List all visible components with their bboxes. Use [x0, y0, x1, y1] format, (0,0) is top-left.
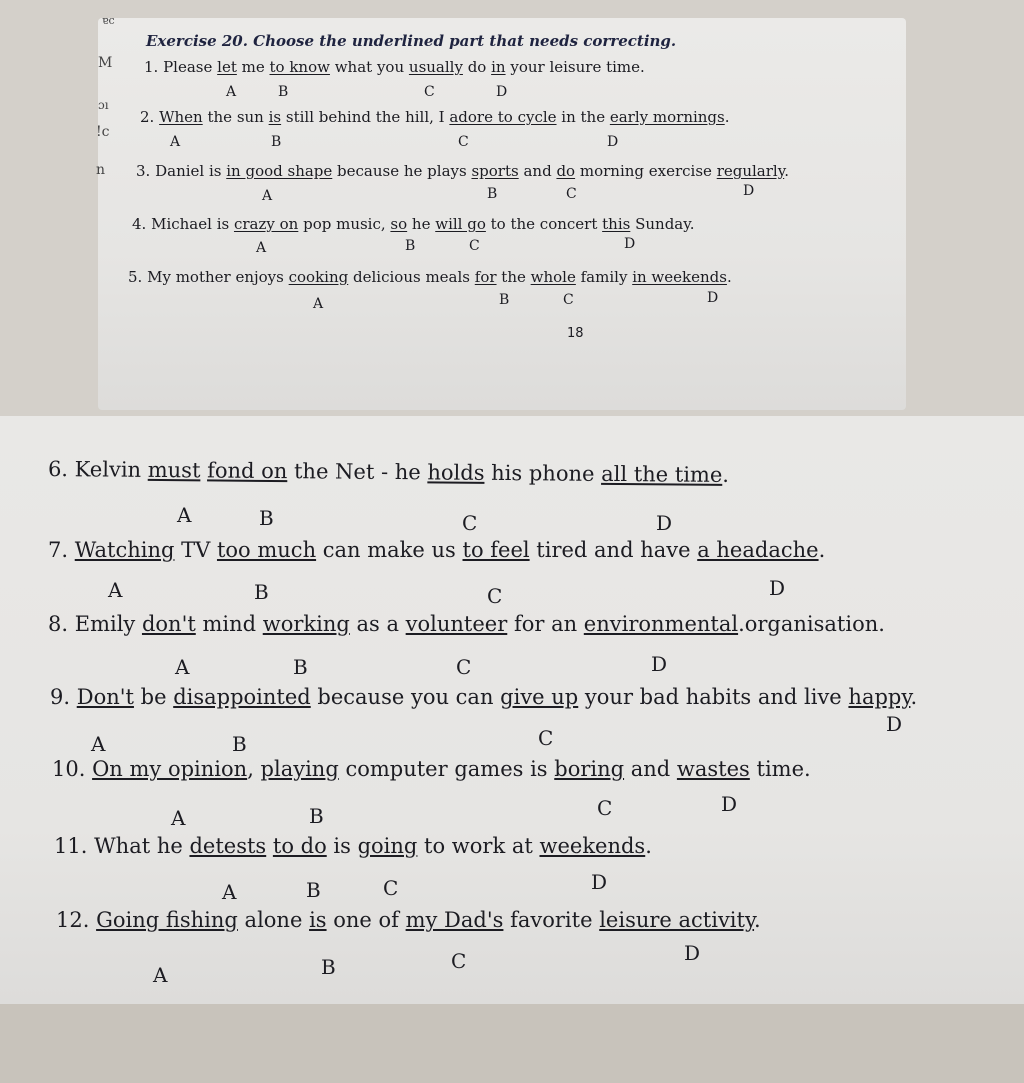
option-d-text: regularly	[716, 162, 785, 180]
option-label-b: B	[232, 732, 247, 756]
option-b-text: is	[268, 108, 282, 126]
option-label-c: C	[451, 949, 467, 973]
margin-fragment: ɔı	[98, 98, 109, 112]
option-label-d: D	[721, 792, 738, 816]
option-a-text: On my opinion	[92, 757, 248, 781]
option-label-d: D	[496, 84, 508, 100]
question-6: 6. Kelvin must fond on the Net - he holds his phone all the time.	[47, 457, 730, 487]
option-d-text: early mornings	[609, 108, 725, 126]
option-label-c: C	[458, 134, 469, 150]
option-b-text: for	[474, 268, 497, 286]
option-label-a: A	[226, 84, 237, 100]
question-11: 11. What he detests to do is going to work at weekends.	[54, 834, 652, 858]
option-label-b: B	[259, 506, 274, 530]
option-label-d: D	[743, 183, 755, 199]
option-label-c: C	[424, 84, 435, 100]
option-d-text: this	[602, 215, 631, 233]
option-d-text: in	[491, 58, 506, 76]
option-c-text: my Dad's	[405, 908, 504, 932]
option-b-text: playing	[260, 757, 339, 781]
option-d-text: environmental	[583, 612, 739, 636]
option-a-text: in good shape	[226, 162, 333, 180]
option-c-text: will go	[435, 215, 486, 233]
option-label-d: D	[769, 576, 786, 600]
question-1: 1. Please let me to know what you usually do in your leisure time.	[144, 58, 645, 76]
option-b-text: working	[262, 612, 350, 636]
option-label-a: A	[170, 134, 181, 150]
question-2: 2. When the sun is still behind the hill, I adore to cycle in the early mornings.	[140, 108, 730, 126]
option-label-b: B	[321, 955, 336, 979]
question-5: 5. My mother enjoys cooking delicious meals for the whole family in weekends.	[128, 268, 732, 286]
option-label-c: C	[456, 655, 472, 679]
option-label-a: A	[313, 296, 324, 312]
option-b-text: is	[309, 908, 327, 932]
exercise-title: Exercise 20. Choose the underlined part that needs correcting.	[146, 32, 677, 50]
option-label-c: C	[597, 796, 613, 820]
option-label-d: D	[707, 290, 719, 306]
option-label-b: B	[487, 186, 498, 202]
option-d-text: a headache	[697, 538, 819, 562]
option-label-a: A	[175, 655, 190, 679]
option-label-c: C	[563, 292, 574, 308]
option-label-d: D	[591, 870, 608, 894]
option-label-c: C	[487, 584, 503, 608]
question-9: 9. Don't be disappointed because you can give up your bad habits and live happy.	[50, 685, 918, 709]
option-label-b: B	[254, 580, 269, 604]
option-label-a: A	[256, 240, 267, 256]
option-label-b: B	[309, 804, 324, 828]
option-label-a: A	[91, 732, 106, 756]
option-label-d: D	[656, 511, 673, 535]
option-c-text: give up	[500, 685, 579, 709]
option-a-text: crazy on	[233, 215, 299, 233]
option-label-d: D	[886, 712, 903, 736]
question-10: 10. On my opinion, playing computer games is boring and wastes time.	[52, 757, 811, 781]
option-b-text: fond on	[207, 458, 288, 484]
question-4: 4. Michael is crazy on pop music, so he will go to the concert this Sunday.	[132, 215, 695, 233]
option-a-text: When	[159, 108, 203, 126]
margin-fragment: ɐc	[102, 14, 115, 27]
option-d-text: happy	[848, 685, 911, 709]
option-label-c: C	[469, 238, 480, 254]
option-c-text: boring	[554, 757, 625, 781]
option-c-text: volunteer	[405, 612, 508, 636]
option-b-text: sports	[471, 162, 519, 180]
option-b-text: so	[390, 215, 408, 233]
option-c-text: holds	[427, 460, 485, 485]
option-label-a: A	[153, 963, 168, 987]
option-b-text: too much	[216, 538, 317, 562]
option-a-text: cooking	[288, 268, 349, 286]
option-a-text: let	[217, 58, 237, 76]
option-label-a: A	[171, 806, 186, 830]
option-label-d: D	[651, 652, 668, 676]
background	[0, 1004, 1024, 1083]
option-b-text: disappointed	[173, 685, 311, 709]
option-d-text: all the time	[601, 461, 723, 487]
question-7: 7. Watching TV too much can make us to feel tired and have a headache.	[48, 538, 826, 562]
margin-fragment: n	[96, 162, 106, 178]
option-a-text: Watching	[74, 538, 175, 562]
option-label-b: B	[293, 655, 308, 679]
margin-fragment: !c	[96, 124, 110, 140]
option-d-text: wastes	[676, 757, 750, 781]
option-b-text: to do	[272, 834, 327, 858]
option-label-a: A	[222, 880, 237, 904]
option-label-c: C	[462, 511, 478, 535]
option-label-a: A	[177, 503, 192, 527]
option-c-text: do	[556, 162, 576, 180]
option-label-b: B	[278, 84, 289, 100]
option-label-b: B	[405, 238, 416, 254]
option-c-text: usually	[408, 58, 463, 76]
option-label-c: C	[566, 186, 577, 202]
option-a-text: Don't	[76, 685, 134, 709]
option-d-text: weekends	[539, 834, 646, 858]
option-label-c: C	[383, 876, 399, 900]
option-c-text: adore to cycle	[449, 108, 557, 126]
top-worksheet-page	[98, 18, 906, 410]
page-number: 18	[567, 326, 584, 341]
option-label-a: A	[262, 188, 273, 204]
option-a-text: Going fishing	[96, 908, 238, 932]
question-8: 8. Emily don't mind working as a volunteer for an environmental.organisation.	[48, 612, 885, 636]
question-3: 3. Daniel is in good shape because he plays sports and do morning exercise regularly.	[136, 162, 789, 180]
option-b-text: to know	[269, 58, 330, 76]
option-label-d: D	[607, 134, 619, 150]
option-label-d: D	[624, 236, 636, 252]
margin-fragment: M	[98, 55, 113, 71]
option-label-b: B	[499, 292, 510, 308]
option-a-text: don't	[141, 612, 196, 636]
question-12: 12. Going fishing alone is one of my Dad's favorite leisure activity.	[56, 908, 761, 932]
option-label-a: A	[108, 578, 123, 602]
option-c-text: going	[357, 834, 418, 858]
option-d-text: in weekends	[632, 268, 727, 286]
option-label-d: D	[684, 941, 701, 965]
option-a-text: must	[147, 457, 201, 483]
option-label-c: C	[538, 726, 554, 750]
option-label-b: B	[306, 878, 321, 902]
option-d-text: leisure activity	[599, 908, 755, 932]
option-c-text: whole	[530, 268, 576, 286]
option-label-b: B	[271, 134, 282, 150]
option-a-text: detests	[189, 834, 267, 858]
option-c-text: to feel	[462, 538, 530, 562]
